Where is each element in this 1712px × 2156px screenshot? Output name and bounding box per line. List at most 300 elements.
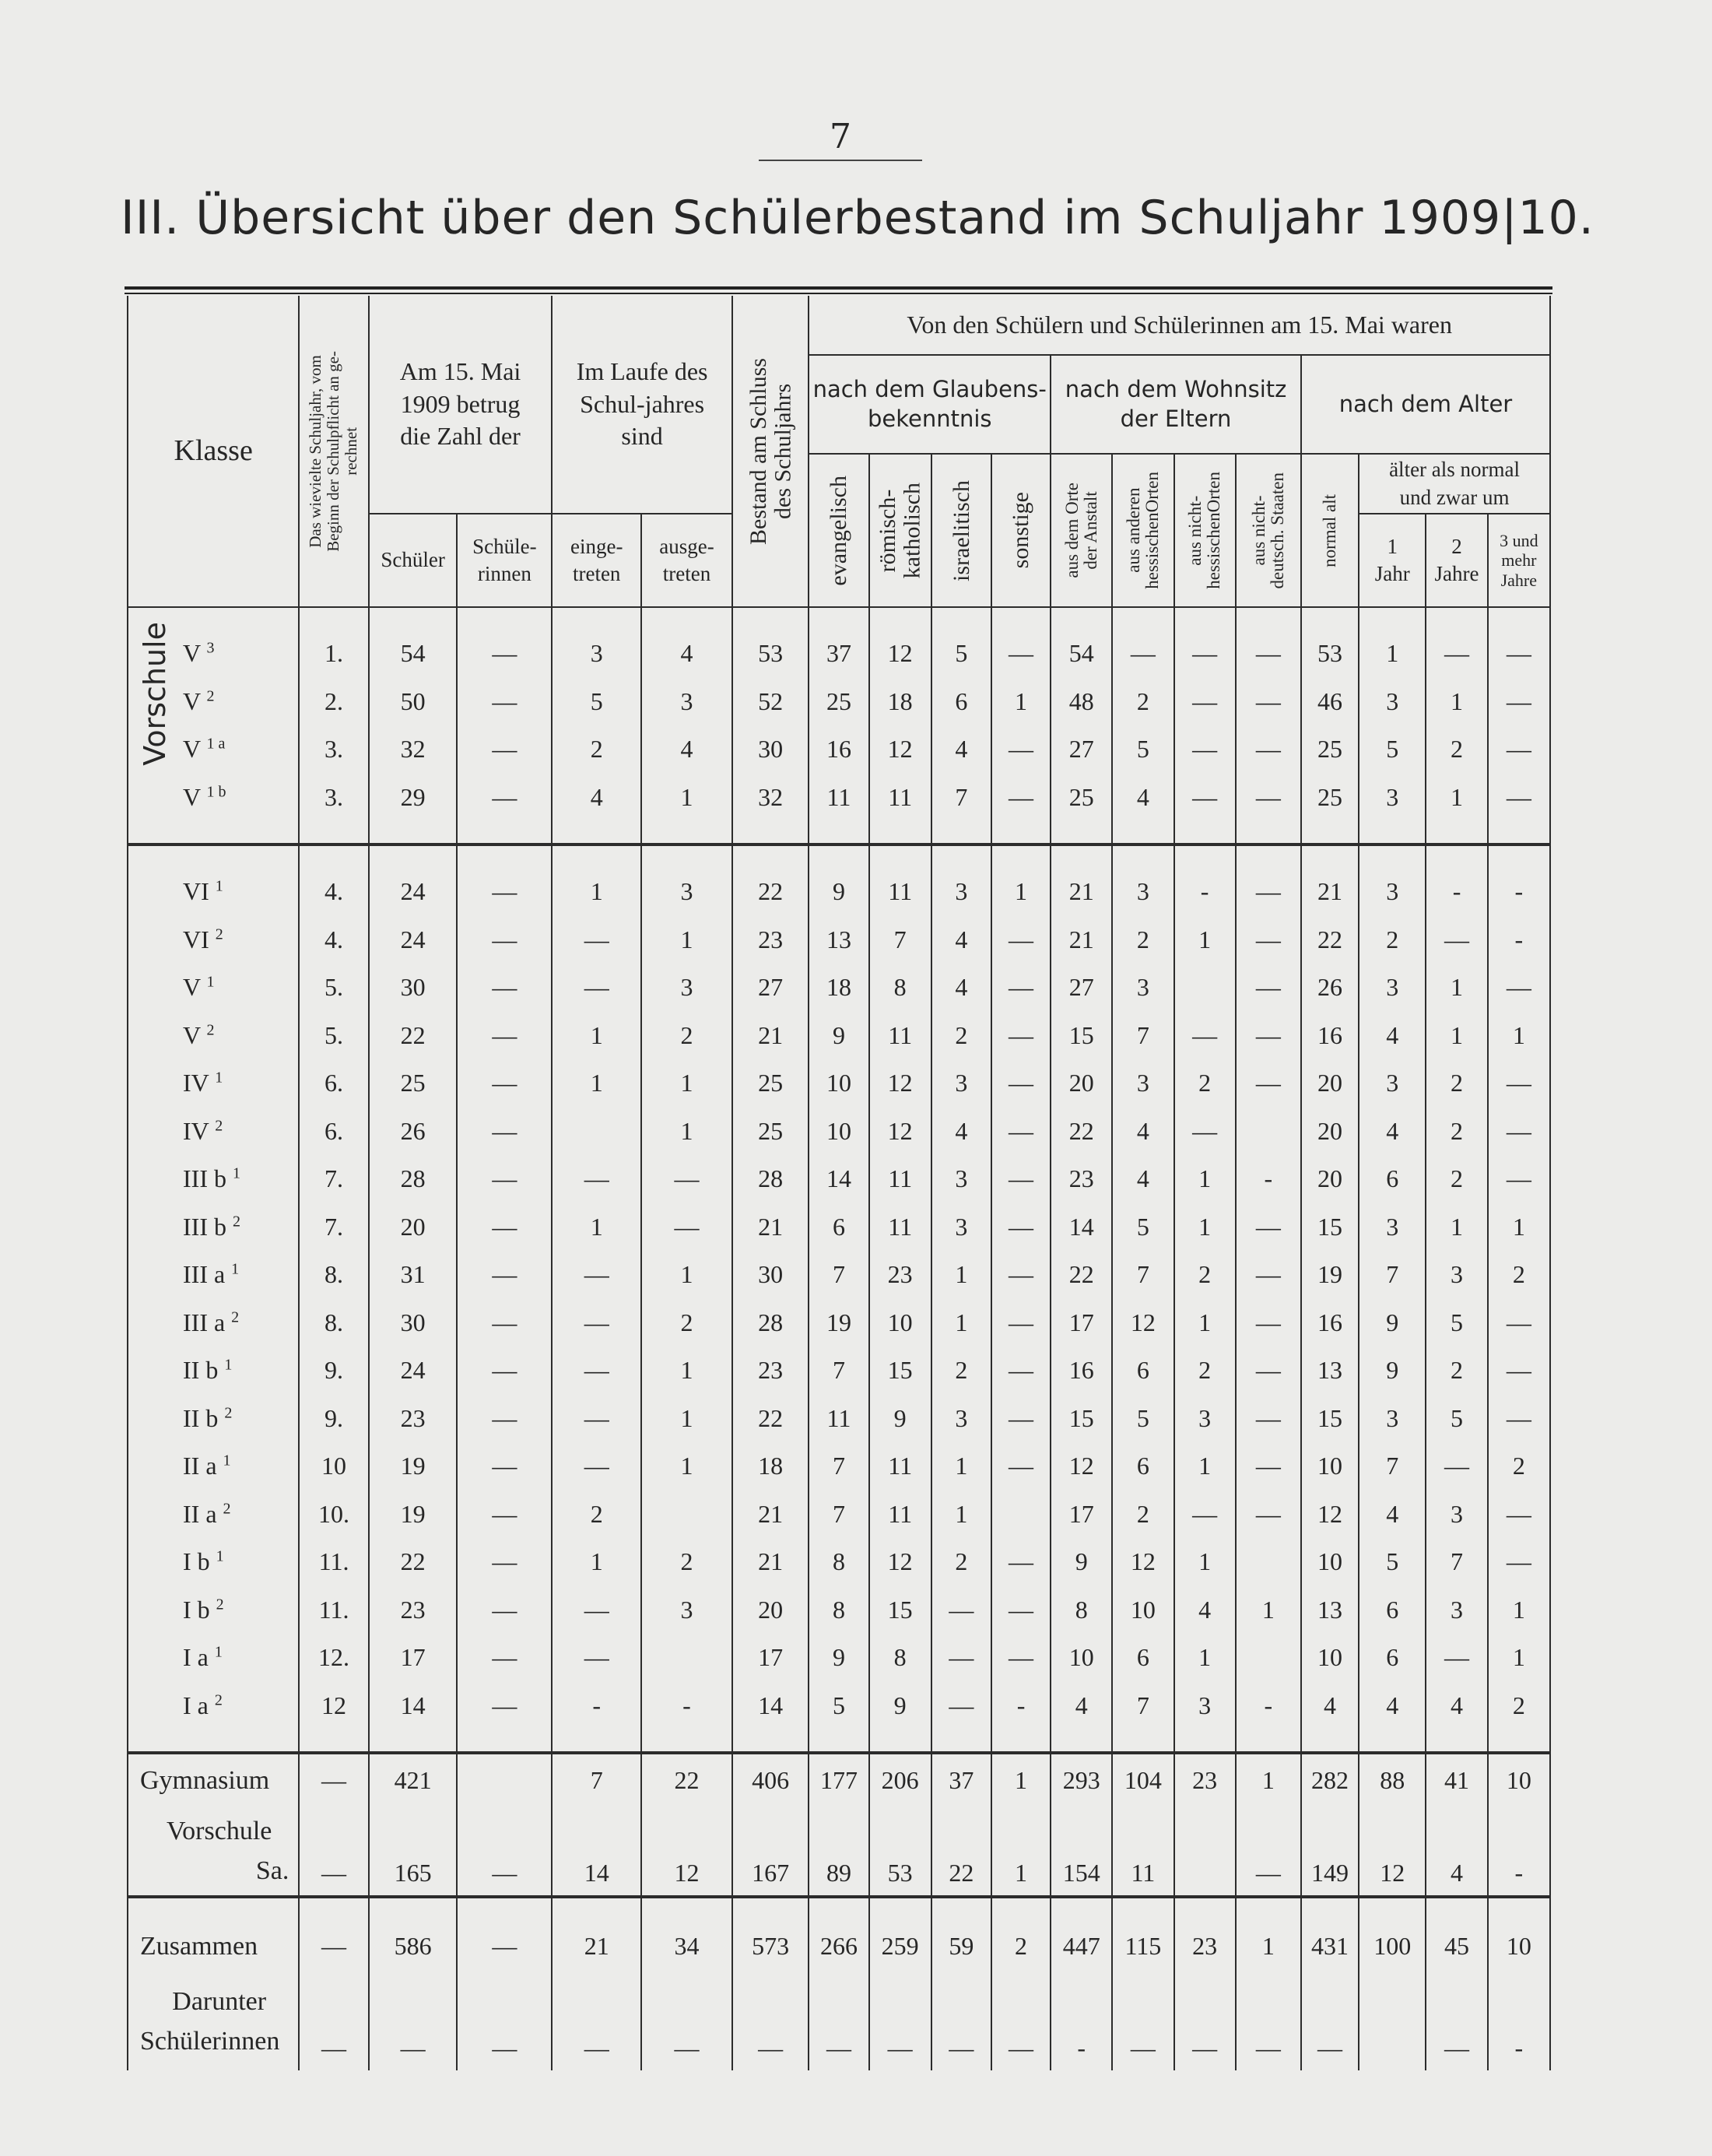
cell-sonst: — (991, 725, 1051, 774)
cell-nr: 9. (299, 1395, 368, 1443)
cell-normal: 4 (1301, 1682, 1359, 1730)
spacer-cell (991, 846, 1051, 868)
ausgetreten-header: ausge-treten (641, 514, 732, 607)
klasse-suffix: 2 (224, 1404, 233, 1422)
cell-nhess (1174, 1806, 1236, 1897)
cell-j3: - (1488, 916, 1550, 964)
cell-schuelerinnen: — (457, 1203, 552, 1252)
cell-j2: 4 (1426, 1682, 1487, 1730)
cell-bestand: 52 (732, 678, 809, 726)
cell-j3: 1 (1488, 1586, 1550, 1635)
summary-label-line2: Sa. (255, 1856, 289, 1885)
cell-kath: 12 (869, 1108, 931, 1156)
summary-label (128, 1806, 299, 1897)
cell-sonst: — (991, 1395, 1051, 1443)
cell-j3: 10 (1488, 1754, 1550, 1806)
spacer-cell (1359, 1729, 1426, 1753)
wohnsitz-header: nach dem Wohnsitz der Eltern (1051, 355, 1301, 454)
summary-label-line1: Vorschule (167, 1816, 272, 1845)
cell-j3: 1 (1488, 1634, 1550, 1682)
cell-kath: 15 (869, 1586, 931, 1635)
cell-normal: 53 (1301, 630, 1359, 678)
cell-kath: 9 (869, 1395, 931, 1443)
cell-ndeut (1236, 1634, 1301, 1682)
cell-aus: 1 (641, 1395, 732, 1443)
spacer-cell (457, 821, 552, 844)
cell-nr: 5. (299, 964, 368, 1012)
cell-nhess: 2 (1174, 1059, 1236, 1108)
spacer-cell (869, 1729, 931, 1753)
cell-nhess (1174, 964, 1236, 1012)
cell-sonst: — (991, 774, 1051, 822)
cell-ein: — (552, 916, 641, 964)
klasse-name: I a (183, 1643, 209, 1672)
cell-bestand: 22 (732, 868, 809, 916)
cell-kath: 11 (869, 1203, 931, 1252)
spacer-cell (732, 607, 809, 630)
cell-aus: 4 (641, 630, 732, 678)
spacer-cell (1112, 1729, 1173, 1753)
cell-ort: 10 (1051, 1634, 1112, 1682)
spacer-cell (931, 607, 991, 630)
cell-schuelerinnen: — (457, 1682, 552, 1730)
klasse-cell (128, 1012, 299, 1060)
cell-ort: 12 (1051, 1442, 1112, 1491)
cell-schuelerinnen: — (457, 774, 552, 822)
spacer-cell (369, 846, 458, 868)
spacer-cell (552, 1729, 641, 1753)
im-laufe-header: Im Laufe des Schul-jahres sind (552, 296, 732, 514)
spacer-cell (457, 1729, 552, 1753)
cell-aus: 12 (641, 1806, 732, 1897)
summary-label-line2: Schülerinnen (140, 2027, 280, 2056)
table-row (128, 630, 1550, 678)
spacer-cell (1359, 846, 1426, 868)
cell-kath: 11 (869, 868, 931, 916)
cell-schuelerinnen: — (457, 1972, 552, 2070)
cell-kath: 12 (869, 630, 931, 678)
cell-isr: 22 (931, 1806, 991, 1897)
cell-kath: 11 (869, 1012, 931, 1060)
spacer-cell (299, 1898, 368, 1920)
cell-nhess: 1 (1174, 1203, 1236, 1252)
klasse-name: IV (183, 1069, 209, 1097)
cell-ev: 10 (809, 1059, 868, 1108)
spacer-cell (931, 1729, 991, 1753)
cell-j2: 3 (1426, 1586, 1487, 1635)
row-spacer (128, 607, 1550, 630)
cell-hess: 5 (1112, 725, 1173, 774)
cell-nhess: — (1174, 1012, 1236, 1060)
cell-ort: 20 (1051, 1059, 1112, 1108)
cell-j1: 3 (1359, 964, 1426, 1012)
table-row (128, 1491, 1550, 1539)
cell-isr: 2 (931, 1012, 991, 1060)
cell-schuelerinnen: — (457, 1538, 552, 1586)
cell-schueler: 50 (369, 678, 458, 726)
sonstige-header: sonstige (991, 454, 1051, 607)
klasse-cell (128, 1634, 299, 1682)
klasse-name: I a (183, 1691, 209, 1719)
cell-schuelerinnen: — (457, 1347, 552, 1395)
cell-ev: 11 (809, 1395, 868, 1443)
cell-ev: 10 (809, 1108, 868, 1156)
cell-ort: 15 (1051, 1395, 1112, 1443)
cell-normal: 15 (1301, 1203, 1359, 1252)
klasse-suffix: 1 a (206, 735, 226, 753)
cell-sonst: — (991, 916, 1051, 964)
cell-kath: 10 (869, 1299, 931, 1347)
klasse-suffix: 1 (214, 1643, 223, 1661)
cell-bestand: 53 (732, 630, 809, 678)
page-number-rule (759, 160, 922, 161)
cell-j2: 5 (1426, 1299, 1487, 1347)
klasse-suffix: 2 (215, 1117, 223, 1135)
cell-aus (641, 1491, 732, 1539)
cell-sonst: — (991, 1203, 1051, 1252)
spacer-cell (1426, 846, 1487, 868)
cell-hess: 2 (1112, 1491, 1173, 1539)
cell-aus: 3 (641, 964, 732, 1012)
cell-sonst: 1 (991, 678, 1051, 726)
table-top-rule-thin (125, 293, 1552, 294)
klasse-suffix: 2 (232, 1213, 240, 1231)
summary-row-vorschule (128, 1806, 1550, 1897)
cell-isr: 2 (931, 1538, 991, 1586)
klasse-suffix: 2 (206, 687, 215, 705)
cell-schuelerinnen: — (457, 1155, 552, 1203)
cell-normal: 15 (1301, 1395, 1359, 1443)
cell-nhess: 23 (1174, 1920, 1236, 1972)
cell-schueler: — (369, 1972, 458, 2070)
cell-sonst: — (991, 630, 1051, 678)
cell-nr: 8. (299, 1299, 368, 1347)
klasse-name: I b (183, 1547, 210, 1576)
cell-ev: 9 (809, 1634, 868, 1682)
cell-nr: 3. (299, 774, 368, 822)
cell-j2: 3 (1426, 1491, 1487, 1539)
cell-normal: 20 (1301, 1155, 1359, 1203)
cell-ein: — (552, 1586, 641, 1635)
cell-hess: 7 (1112, 1682, 1173, 1730)
cell-normal: 19 (1301, 1251, 1359, 1299)
cell-normal: 10 (1301, 1442, 1359, 1491)
cell-aus: 34 (641, 1920, 732, 1972)
cell-bestand: 25 (732, 1108, 809, 1156)
spacer-cell (1236, 1729, 1301, 1753)
klasse-cell (128, 1347, 299, 1395)
spacer-cell (299, 1729, 368, 1753)
cell-sonst: 2 (991, 1920, 1051, 1972)
cell-schueler: 14 (369, 1682, 458, 1730)
table-row (128, 725, 1550, 774)
klasse-suffix: 3 (206, 639, 215, 657)
spacer-cell (869, 607, 931, 630)
spacer-cell (991, 607, 1051, 630)
cell-hess: 12 (1112, 1538, 1173, 1586)
cell-schueler: 22 (369, 1538, 458, 1586)
cell-j1: 2 (1359, 916, 1426, 964)
cell-sonst: — (991, 1251, 1051, 1299)
table-row (128, 964, 1550, 1012)
cell-kath: 23 (869, 1251, 931, 1299)
katholisch-header: römisch- katholisch (869, 454, 931, 607)
cell-aus: 4 (641, 725, 732, 774)
cell-isr: 1 (931, 1442, 991, 1491)
spacer-cell (1301, 1729, 1359, 1753)
table-row (128, 868, 1550, 916)
cell-j1: 88 (1359, 1754, 1426, 1806)
spacer-cell (1301, 1898, 1359, 1920)
cell-aus: — (641, 1203, 732, 1252)
cell-bestand: 17 (732, 1634, 809, 1682)
cell-nr: 6. (299, 1059, 368, 1108)
cell-ev: 266 (809, 1920, 868, 1972)
klasse-suffix: 1 (215, 1069, 223, 1087)
klasse-cell (128, 916, 299, 964)
table-row (128, 774, 1550, 822)
table-body (128, 607, 1550, 2070)
2-jahre-header: 2 Jahre (1426, 514, 1487, 607)
cell-ein: 14 (552, 1806, 641, 1897)
cell-isr: 4 (931, 1108, 991, 1156)
cell-ndeut: — (1236, 916, 1301, 964)
cell-ndeut: — (1236, 1806, 1301, 1897)
cell-ein: 1 (552, 1059, 641, 1108)
cell-ort: 14 (1051, 1203, 1112, 1252)
spacer-cell (641, 821, 732, 844)
summary-label (128, 1972, 299, 2070)
spacer-cell (552, 607, 641, 630)
cell-nhess: — (1174, 1108, 1236, 1156)
cell-isr: 1 (931, 1299, 991, 1347)
cell-ort: 447 (1051, 1920, 1112, 1972)
spacer-cell (732, 1729, 809, 1753)
anderen-hessischen-header: aus anderen hessischenOrten (1112, 454, 1173, 607)
cell-sonst: — (991, 1972, 1051, 2070)
cell-aus: — (641, 1972, 732, 2070)
table-row (128, 1634, 1550, 1682)
3-jahre-header: 3 und mehr Jahre (1488, 514, 1550, 607)
cell-bestand: 14 (732, 1682, 809, 1730)
cell-hess: 2 (1112, 678, 1173, 726)
cell-j1: 4 (1359, 1491, 1426, 1539)
cell-ndeut: — (1236, 1012, 1301, 1060)
klasse-cell (128, 774, 299, 822)
cell-sonst (991, 1491, 1051, 1539)
cell-j2: 1 (1426, 1012, 1487, 1060)
cell-j1: 3 (1359, 774, 1426, 822)
cell-ev: 7 (809, 1347, 868, 1395)
cell-hess: — (1112, 630, 1173, 678)
cell-normal: 431 (1301, 1920, 1359, 1972)
cell-schuelerinnen: — (457, 630, 552, 678)
spacer-cell (1426, 1898, 1487, 1920)
cell-kath: — (869, 1972, 931, 2070)
cell-ev: 13 (809, 916, 868, 964)
cell-schueler: 19 (369, 1491, 458, 1539)
cell-nr: 10. (299, 1491, 368, 1539)
cell-schueler: 25 (369, 1059, 458, 1108)
cell-kath: 11 (869, 1491, 931, 1539)
cell-nr: 11. (299, 1586, 368, 1635)
cell-ort: 25 (1051, 774, 1112, 822)
evangelisch-header: evangelisch (809, 454, 868, 607)
page-number: 7 (830, 117, 851, 156)
cell-j1: 3 (1359, 678, 1426, 726)
cell-ein: — (552, 1395, 641, 1443)
cell-nhess: 2 (1174, 1347, 1236, 1395)
cell-ort: 27 (1051, 964, 1112, 1012)
cell-kath: 11 (869, 1442, 931, 1491)
cell-ein: — (552, 1347, 641, 1395)
cell-aus: 1 (641, 1108, 732, 1156)
cell-ort: 27 (1051, 725, 1112, 774)
cell-ev: 19 (809, 1299, 868, 1347)
cell-j3: 1 (1488, 1012, 1550, 1060)
cell-aus: 2 (641, 1012, 732, 1060)
cell-schueler: 17 (369, 1634, 458, 1682)
table-row (128, 1251, 1550, 1299)
cell-isr: 2 (931, 1347, 991, 1395)
cell-schueler: 24 (369, 1347, 458, 1395)
1-jahr-header: 1 Jahr (1359, 514, 1426, 607)
cell-ein: 1 (552, 1203, 641, 1252)
spacer-cell (869, 1898, 931, 1920)
cell-bestand: 21 (732, 1538, 809, 1586)
table-row (128, 1538, 1550, 1586)
table-row (128, 1299, 1550, 1347)
cell-nr: 4. (299, 868, 368, 916)
cell-nhess: — (1174, 678, 1236, 726)
cell-ndeut: 1 (1236, 1586, 1301, 1635)
spacer-cell (991, 1898, 1051, 1920)
cell-j3: — (1488, 1155, 1550, 1203)
cell-ort: 21 (1051, 916, 1112, 964)
klasse-cell (128, 1442, 299, 1491)
cell-j1 (1359, 1972, 1426, 2070)
cell-aus: — (641, 1155, 732, 1203)
cell-hess: 6 (1112, 1634, 1173, 1682)
cell-schueler: 30 (369, 964, 458, 1012)
cell-nr: 9. (299, 1347, 368, 1395)
klasse-suffix: 1 (231, 1260, 240, 1278)
cell-j2: 2 (1426, 725, 1487, 774)
cell-kath: 11 (869, 1155, 931, 1203)
cell-nhess: 1 (1174, 1634, 1236, 1682)
cell-schueler: 23 (369, 1395, 458, 1443)
cell-nr: 8. (299, 1251, 368, 1299)
cell-j3: 1 (1488, 1203, 1550, 1252)
cell-kath: 18 (869, 678, 931, 726)
klasse-name: VI (183, 925, 209, 953)
cell-hess: 6 (1112, 1442, 1173, 1491)
cell-schuelerinnen: — (457, 1920, 552, 1972)
cell-schueler: 421 (369, 1754, 458, 1806)
klasse-name: II b (183, 1356, 219, 1385)
spacer-cell (1174, 846, 1236, 868)
cell-ev: 25 (809, 678, 868, 726)
summary-label: Gymnasium (128, 1754, 299, 1806)
cell-j2: — (1426, 1972, 1487, 2070)
cell-nr: 7. (299, 1203, 368, 1252)
page-title: III. Übersicht über den Schülerbestand im Schuljahr 1909|10. (121, 191, 1594, 245)
cell-nr: 12. (299, 1634, 368, 1682)
cell-j3: — (1488, 1108, 1550, 1156)
cell-ev: 89 (809, 1806, 868, 1897)
cell-j3: — (1488, 774, 1550, 822)
cell-bestand: 30 (732, 725, 809, 774)
cell-ort: 9 (1051, 1538, 1112, 1586)
cell-ein: — (552, 964, 641, 1012)
cell-j1: 3 (1359, 1203, 1426, 1252)
klasse-suffix: 2 (231, 1308, 240, 1326)
cell-bestand: 21 (732, 1012, 809, 1060)
klasse-suffix: 2 (214, 1691, 223, 1709)
cell-ndeut: - (1236, 1682, 1301, 1730)
cell-normal: 25 (1301, 725, 1359, 774)
spacer-cell (1174, 1898, 1236, 1920)
spacer-cell (552, 1898, 641, 1920)
cell-ort: 22 (1051, 1108, 1112, 1156)
cell-normal: 21 (1301, 868, 1359, 916)
cell-schueler: 165 (369, 1806, 458, 1897)
cell-isr: 3 (931, 1203, 991, 1252)
cell-sonst: — (991, 1538, 1051, 1586)
cell-ein: - (552, 1682, 641, 1730)
cell-j1: 5 (1359, 1538, 1426, 1586)
row-spacer (128, 821, 1550, 844)
cell-bestand: 20 (732, 1586, 809, 1635)
cell-hess: 7 (1112, 1251, 1173, 1299)
cell-schuelerinnen (457, 1754, 552, 1806)
klasse-cell (128, 964, 299, 1012)
cell-j3: 2 (1488, 1251, 1550, 1299)
am-mai-header: Am 15. Mai 1909 betrug die Zahl der (369, 296, 553, 514)
klasse-suffix: 1 (232, 1164, 240, 1182)
cell-aus: 3 (641, 868, 732, 916)
cell-j3: — (1488, 678, 1550, 726)
cell-ev: — (809, 1972, 868, 2070)
cell-kath: 206 (869, 1754, 931, 1806)
spacer-cell (457, 1898, 552, 1920)
cell-sonst: — (991, 1059, 1051, 1108)
cell-nr: — (299, 1754, 368, 1806)
table-header (128, 296, 1550, 607)
cell-schuelerinnen: — (457, 1395, 552, 1443)
cell-ev: 7 (809, 1491, 868, 1539)
klasse-cell (128, 1586, 299, 1635)
cell-ort: 4 (1051, 1682, 1112, 1730)
cell-aus: 2 (641, 1299, 732, 1347)
cell-ev: 8 (809, 1538, 868, 1586)
cell-schuelerinnen: — (457, 1251, 552, 1299)
cell-hess: 5 (1112, 1203, 1173, 1252)
klasse-name: V (183, 735, 201, 764)
cell-isr: — (931, 1682, 991, 1730)
cell-schueler: 29 (369, 774, 458, 822)
spacer-cell (1112, 1898, 1173, 1920)
israelitisch-header: israelitisch (931, 454, 991, 607)
cell-nr: 11. (299, 1538, 368, 1586)
cell-normal: 20 (1301, 1108, 1359, 1156)
cell-normal: 16 (1301, 1299, 1359, 1347)
cell-isr: 4 (931, 916, 991, 964)
spacer-cell (732, 1898, 809, 1920)
cell-hess: 3 (1112, 868, 1173, 916)
cell-schuelerinnen: — (457, 678, 552, 726)
spacer-cell (1488, 846, 1550, 868)
